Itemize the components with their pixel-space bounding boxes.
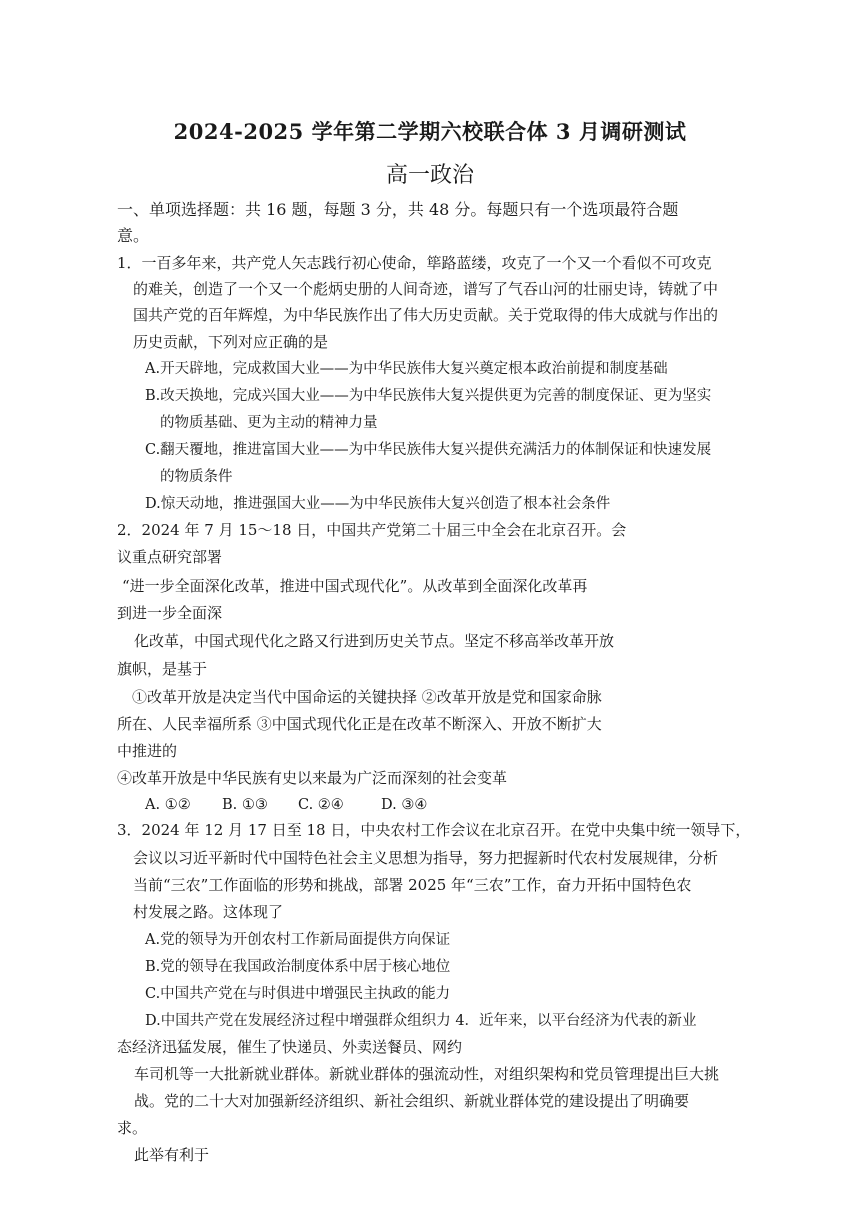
exam-title: 2024-2025 学年第二学期六校联合体 3 月调研测试: [173, 119, 687, 144]
question-3-stem: 3．2024 年 12 月 17 日至 18 日，中央农村工作会议在北京召开。在党中央集中统一领导下，: [117, 821, 751, 839]
question-4-stem: 态经济迅猛发展，催生了快递员、外卖送餐员、网约: [117, 1038, 463, 1056]
question-2-statement: 所在、人民幸福所系 ③中国式现代化正是在改革不断深入、开放不断扩大: [117, 715, 602, 733]
question-2-choice-a: A. ①②: [145, 797, 191, 813]
question-2-choice-b: B. ①③: [222, 797, 268, 813]
question-1-stem: 的难关，创造了一个又一个彪炳史册的人间奇迹，谱写了气吞山河的壮丽史诗，铸就了中: [133, 280, 719, 298]
question-2-statement: ①改革开放是决定当代中国命运的关键抉择 ②改革开放是党和国家命脉: [132, 688, 602, 706]
question-2-choice-c: C. ②④: [298, 797, 344, 813]
question-4-stem: 求。: [117, 1119, 148, 1137]
question-2-stem: “进一步全面深化改革，推进中国式现代化”。从改革到全面深化改革再: [122, 577, 588, 595]
question-2-statement: 中推进的: [117, 742, 178, 760]
question-2-stem: 到进一步全面深: [117, 604, 223, 622]
question-2-stem: 2．2024 年 7 月 15～18 日，中国共产党第二十届三中全会在北京召开。会: [117, 521, 627, 539]
question-1-option-c: C.翻天覆地，推进富国大业——为中华民族伟大复兴提供充满活力的体制保证和快速发展: [145, 442, 712, 458]
question-1-stem: 1．一百多年来，共产党人矢志践行初心使命，筚路蓝缕，攻克了一个又一个看似不可攻克: [117, 254, 712, 272]
question-3-option-c: C.中国共产党在与时俱进中增强民主执政的能力: [145, 986, 451, 1002]
exam-subject: 高一政治: [385, 163, 474, 188]
question-2-stem: 化改革，中国式现代化之路又行进到历史关节点。坚定不移高举改革开放: [134, 632, 615, 650]
question-1-stem: 历史贡献，下列对应正确的是: [133, 333, 329, 351]
question-4-stem: 战。党的二十大对加强新经济组织、新社会组织、新就业群体党的建设提出了明确要: [134, 1092, 690, 1110]
question-3-stem: 会议以习近平新时代中国特色社会主义思想为指导，努力把握新时代农村发展规律，分析: [133, 849, 719, 867]
question-1-stem: 国共产党的百年辉煌，为中华民族作出了伟大历史贡献。关于党取得的伟大成就与作出的: [133, 306, 719, 324]
question-3-option-d: D.中国共产党在发展经济过程中增强群众组织力 4．近年来，以平台经济为代表的新业: [145, 1013, 697, 1029]
section-heading: 一、单项选择题：共 16 题，每题 3 分，共 48 分。每题只有一个选项最符合题: [117, 200, 679, 219]
question-2-stem: 旗帜，是基于: [117, 660, 208, 678]
question-1-option-c-cont: 的物质条件: [160, 469, 233, 485]
question-4-stem: 此举有利于: [134, 1146, 210, 1164]
question-1-option-d: D.惊天动地，推进强国大业——为中华民族伟大复兴创造了根本社会条件: [145, 496, 611, 512]
question-3-stem: 当前“三农”工作面临的形势和挑战，部署 2025 年“三农”工作，奋力开拓中国特色农: [133, 876, 692, 894]
question-2-choice-d: D. ③④: [381, 797, 428, 813]
question-3-option-a: A.党的领导为开创农村工作新局面提供方向保证: [145, 932, 451, 948]
question-1-option-a: A.开天辟地，完成救国大业——为中华民族伟大复兴奠定根本政治前提和制度基础: [145, 361, 668, 377]
question-2-statement: ④改革开放是中华民族有史以来最为广泛而深刻的社会变革: [117, 769, 508, 787]
question-1-option-b: B.改天换地，完成兴国大业——为中华民族伟大复兴提供更为完善的制度保证、更为坚实: [145, 388, 712, 404]
question-3-stem: 村发展之路。这体现了: [133, 903, 284, 921]
question-1-option-b-cont: 的物质基础、更为主动的精神力量: [160, 415, 378, 431]
question-2-stem: 议重点研究部署: [117, 548, 223, 566]
question-3-option-b: B.党的领导在我国政治制度体系中居于核心地位: [145, 959, 451, 975]
question-4-stem: 车司机等一大批新就业群体。新就业群体的强流动性，对组织架构和党员管理提出巨大挑: [134, 1065, 720, 1083]
section-heading-cont: 意。: [117, 226, 150, 245]
